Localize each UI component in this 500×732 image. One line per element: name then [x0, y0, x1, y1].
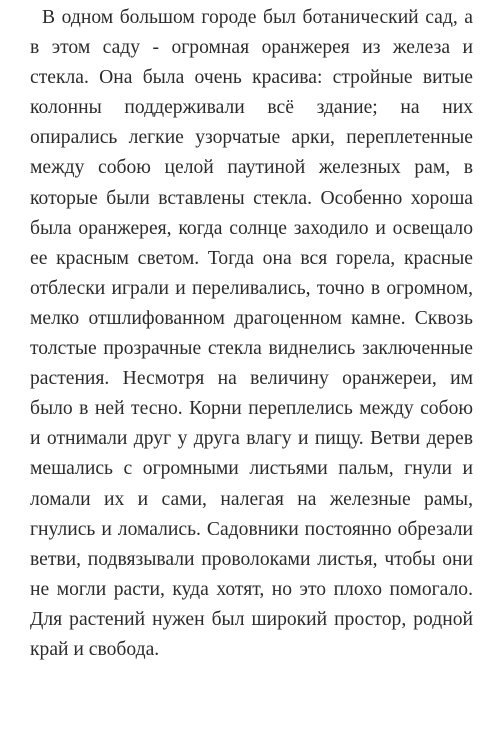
- text-paragraph: В одном большом городе был ботанический сад, а в этом саду - огромная оранжерея из железа и стекла. Она была очень красива: стройные витые колонны поддерживали всё здание; на них опирались легкие узорчатые арки, переплетенные между собою целой паутиной железных рам, в которые были вставлены стекла. Особенно хороша была оранжерея, когда солнце заходило и освещало ее красным светом. Тогда она вся горела, красные отблески играли и переливались, точно в огромном, мелко отшлифованном драгоценном камне. Сквозь толстые прозрачные стекла виднелись заключенные растения. Несмотря на величину оранжереи, им было в ней тесно. Корни переплелись между собою и отнимали друг у друга влагу и пищу. Ветви дерев мешались с огромными листьями пальм, гнули и ломали их и сами, налегая на железные рамы, гнулись и ломались. Садовники постоянно обрезали ветви, подвязывали проволоками листья, чтобы они не могли расти, куда хотят, но это плохо помогало. Для растений нужен был широкий простор, родной край и свобода.: [30, 7, 473, 660]
